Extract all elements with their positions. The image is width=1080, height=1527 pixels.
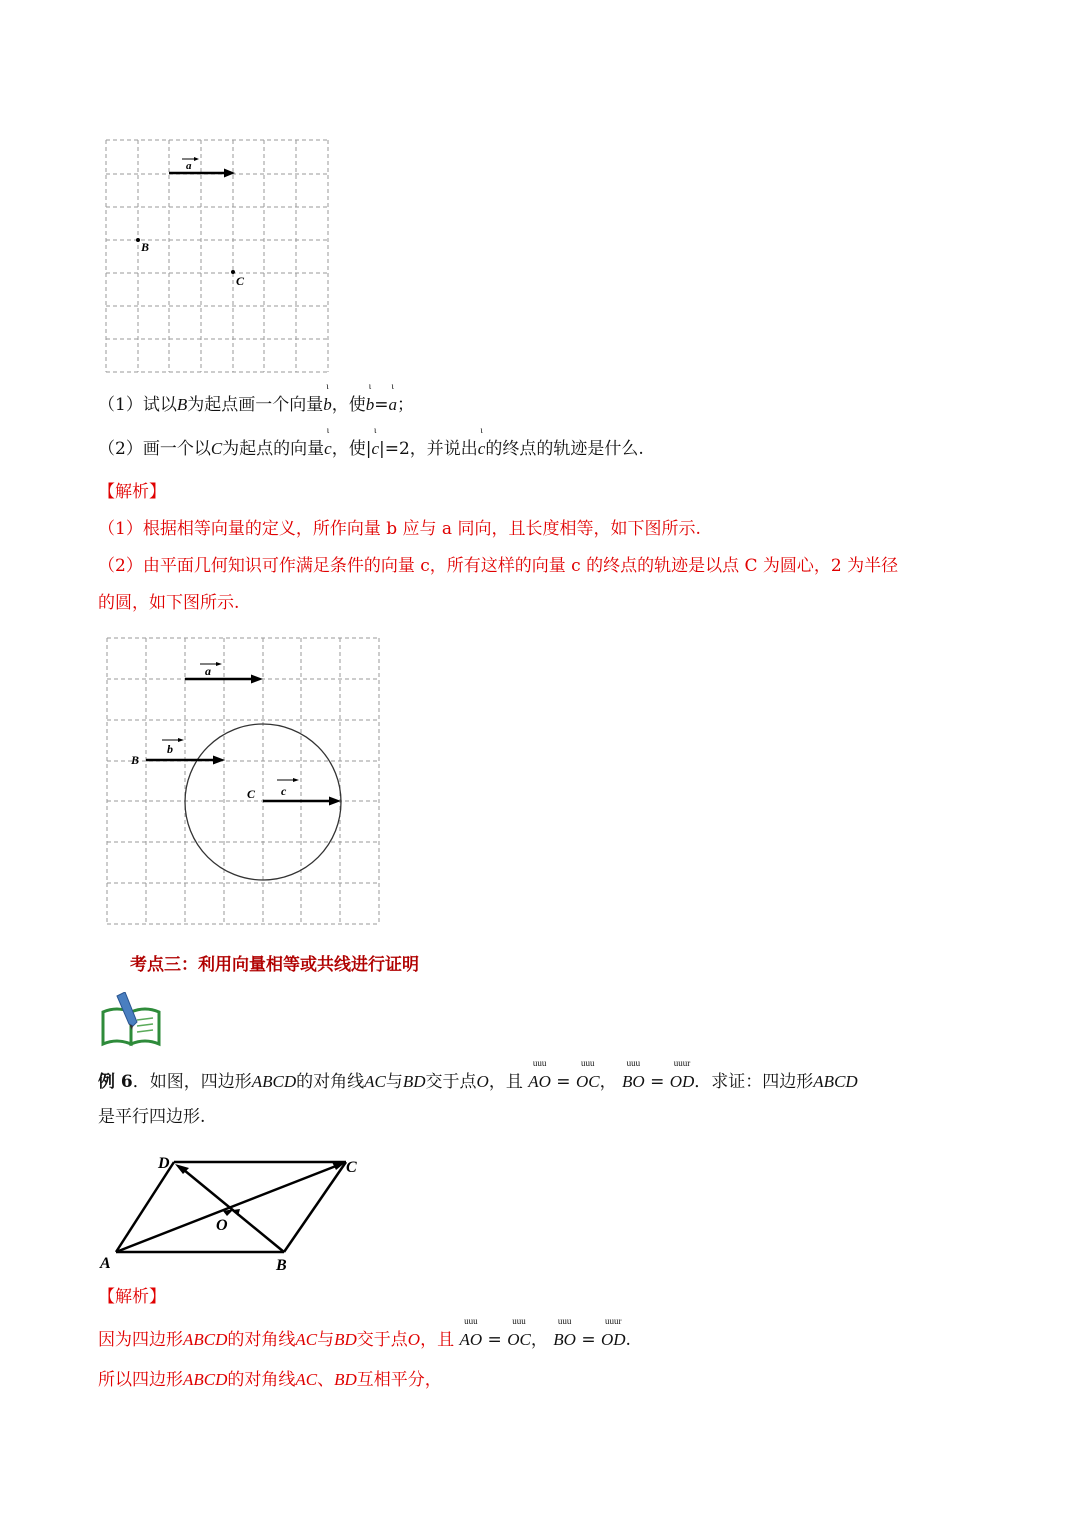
solution-1-line-2: （2）由平面几何知识可作满足条件的向量 c，所有这样的向量 c 的终点的轨迹是以点 C 为圆心，2 为半径 [98, 556, 899, 576]
vector-a-label: a [205, 664, 211, 678]
figure-2-grid [105, 636, 381, 926]
example-6-line-1: 例 6．如图，四边形ABCD的对角线AC与BD交于点O，且 uuu AO = uuu OC， uuu BO = uuur OD．求证：四边形ABCD [98, 1058, 858, 1092]
vector-c-arrow [263, 778, 341, 806]
solution-2-line-1: 因为四边形ABCD的对角线AC与BD交于点O，且 uuu AO = uuu OC， uuu BO = uuur OD. [98, 1316, 631, 1350]
figure-1-grid [104, 138, 330, 374]
solution-2-label: 【解析】 [98, 1287, 166, 1307]
point-c-label: C [236, 274, 245, 288]
vertex-a-label: A [100, 1255, 111, 1272]
point-c-label: C [247, 787, 256, 801]
point-b-label: B [141, 240, 150, 254]
point-b-dot [136, 238, 140, 242]
vector-b-label: b [167, 742, 173, 756]
question-2: （2）画一个以C为起点的向量 ι c，使| ι c|=2，并说出 ι c的终点的轨迹是什么. [98, 425, 644, 459]
vertex-d-label: D [158, 1155, 170, 1172]
example-6-line-2: 是平行四边形. [98, 1107, 206, 1127]
book-pencil-icon [99, 992, 163, 1048]
point-b-label: B [131, 753, 140, 767]
vertex-c-label: C [346, 1159, 357, 1176]
solution-2-line-2: 所以四边形ABCD的对角线AC、BD互相平分， [98, 1370, 442, 1390]
point-c-dot [231, 270, 235, 274]
solution-1-line-1: （1）根据相等向量的定义，所作向量 b 应与 a 同向，且长度相等，如下图所示. [98, 519, 701, 539]
vector-a-label: a [186, 160, 192, 172]
solution-1-label: 【解析】 [98, 482, 166, 502]
vertex-b-label: B [276, 1257, 287, 1274]
point-o-label: O [216, 1217, 228, 1234]
section-heading: 考点三：利用向量相等或共线进行证明 [130, 955, 419, 975]
vector-b-symbol: ι b [323, 381, 332, 414]
figure-3-parallelogram [96, 1148, 372, 1276]
solution-1-line-3: 的圆，如下图所示. [98, 593, 240, 613]
question-1: （1）试以B为起点画一个向量 ι b，使 ι b= ι a； [98, 381, 414, 415]
example-6-label: 例 6 [98, 1072, 133, 1092]
vector-c-label: c [281, 784, 287, 798]
